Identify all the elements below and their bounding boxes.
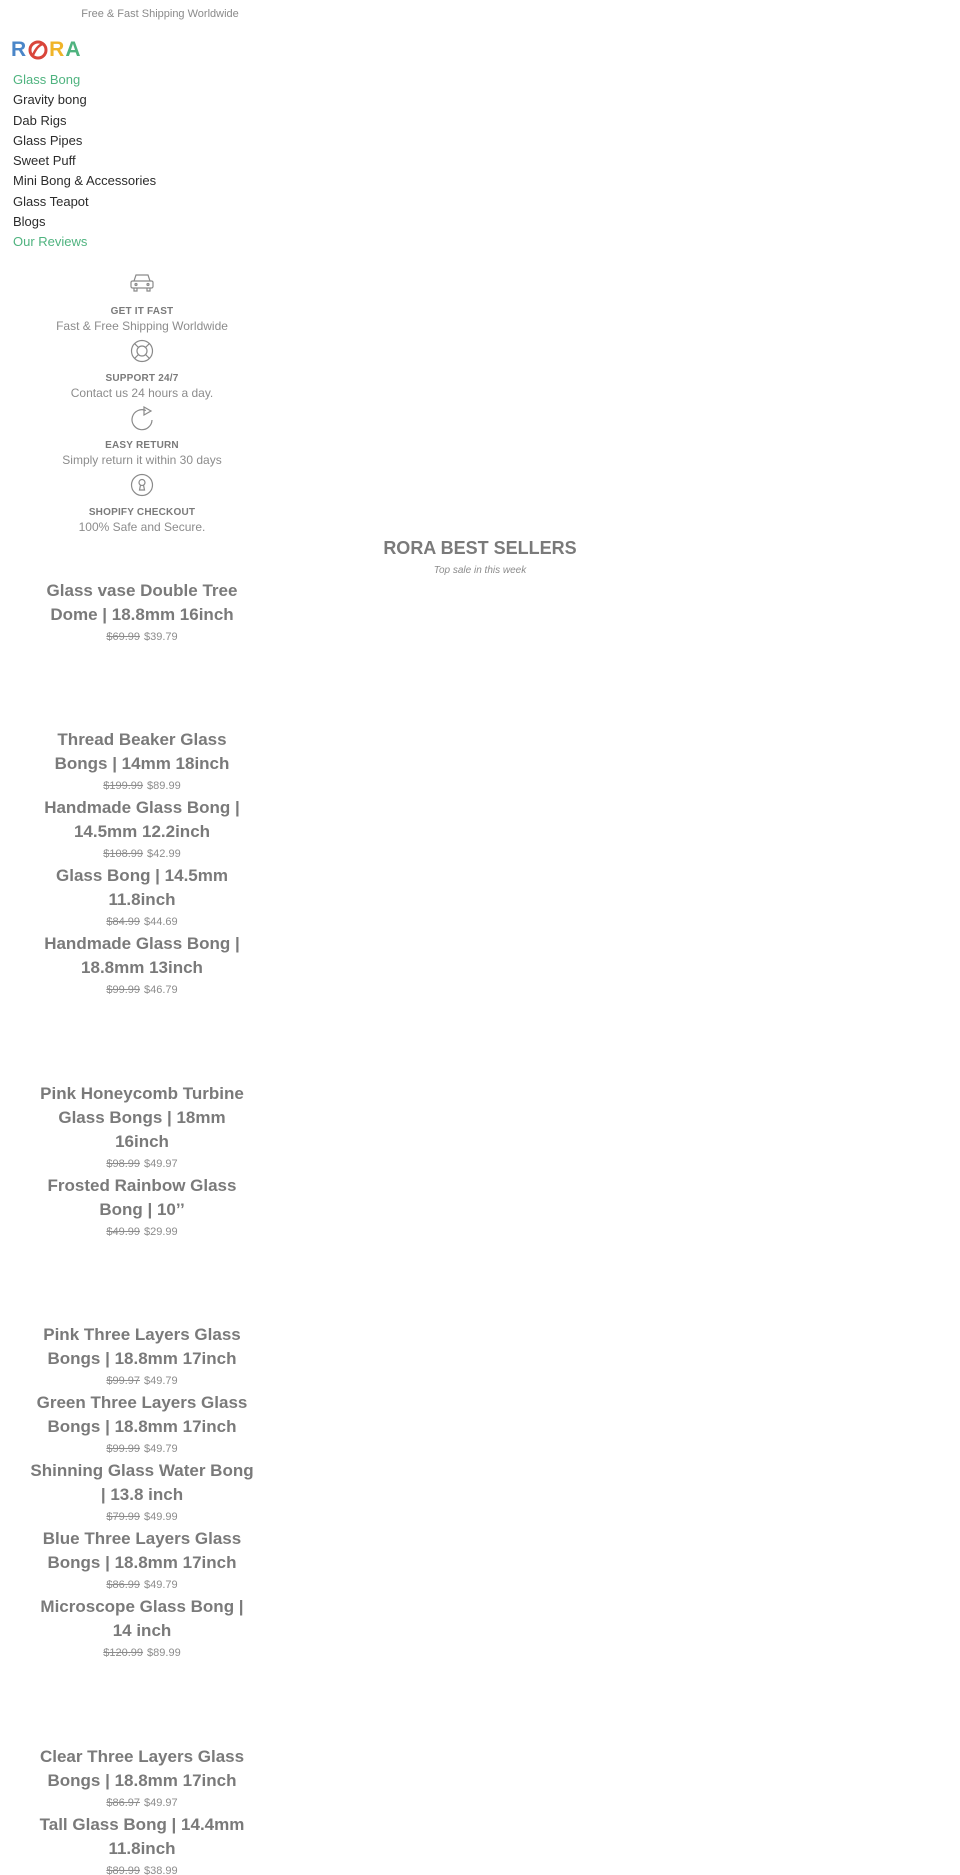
feature-desc: 100% Safe and Secure. <box>78 520 206 534</box>
old-price: $49.99 <box>106 1226 140 1238</box>
product-card <box>30 1527 254 1593</box>
logo-letter-r2: R <box>49 38 66 61</box>
product-card <box>30 932 254 998</box>
nav-item-sweet-puff[interactable]: Sweet Puff <box>13 153 76 169</box>
best-sellers-header <box>320 538 640 576</box>
product-name[interactable]: Pink Three Layers Glass Bongs | 18.8mm 17inch <box>43 1325 241 1368</box>
old-price: $84.99 <box>106 916 140 928</box>
sale-price: $29.99 <box>144 1226 178 1238</box>
product-card <box>30 1745 254 1811</box>
product-card <box>30 1813 254 1875</box>
product-card <box>30 1323 254 1389</box>
nav-item-glass-teapot[interactable]: Glass Teapot <box>13 193 89 209</box>
sale-price: $89.99 <box>147 780 181 792</box>
product-card <box>30 728 254 794</box>
sale-price: $49.99 <box>144 1511 178 1523</box>
sale-price: $39.79 <box>144 631 178 643</box>
feature-desc: Contact us 24 hours a day. <box>70 386 214 400</box>
feature-easy-return <box>0 406 284 473</box>
product-name[interactable]: Glass Bong | 14.5mm 11.8inch <box>56 866 228 909</box>
old-price: $99.99 <box>106 1443 140 1455</box>
sale-price: $49.97 <box>144 1158 178 1170</box>
section-title: RORA BEST SELLERS <box>383 538 577 558</box>
sale-price: $49.79 <box>144 1579 178 1591</box>
feature-desc: Simply return it within 30 days <box>62 453 222 467</box>
main-nav <box>13 70 156 253</box>
product-name[interactable]: Handmade Glass Bong | 14.5mm 12.2inch <box>44 798 240 841</box>
old-price: $99.99 <box>106 984 140 996</box>
product-name[interactable]: Tall Glass Bong | 14.4mm 11.8inch <box>39 1815 245 1858</box>
logo-leaf-icon <box>28 40 48 60</box>
lock-icon <box>128 473 156 501</box>
product-card <box>30 1082 254 1172</box>
old-price: $89.99 <box>106 1865 140 1875</box>
sale-price: $46.79 <box>144 984 178 996</box>
sale-price: $49.79 <box>144 1375 178 1387</box>
product-name[interactable]: Frosted Rainbow Glass Bong | 10’’ <box>47 1176 237 1219</box>
product-name[interactable]: Blue Three Layers Glass Bongs | 18.8mm 17inch <box>42 1529 242 1572</box>
product-name[interactable]: Clear Three Layers Glass Bongs | 18.8mm 17inch <box>39 1747 245 1790</box>
sale-price: $42.99 <box>147 848 181 860</box>
product-card <box>30 1595 254 1661</box>
sale-price: $49.97 <box>144 1797 178 1809</box>
product-name[interactable]: Shinning Glass Water Bong | 13.8 inch <box>30 1461 254 1504</box>
announcement-bar: Free & Fast Shipping Worldwide <box>81 8 239 20</box>
product-name[interactable]: Thread Beaker Glass Bongs | 14mm 18inch <box>54 730 230 773</box>
features-list <box>0 272 284 540</box>
old-price: $69.99 <box>106 631 140 643</box>
product-name[interactable]: Pink Honeycomb Turbine Glass Bongs | 18mm 16inch <box>40 1084 244 1151</box>
product-card <box>30 1459 254 1525</box>
product-name[interactable]: Green Three Layers Glass Bongs | 18.8mm 17inch <box>36 1393 248 1436</box>
old-price: $108.99 <box>103 848 144 860</box>
logo-letter-r: R <box>11 38 28 61</box>
nav-item-glass-pipes[interactable]: Glass Pipes <box>13 132 83 148</box>
old-price: $120.99 <box>103 1647 144 1659</box>
feature-title: SHOPIFY CHECKOUT <box>88 507 196 518</box>
product-card <box>30 1174 254 1240</box>
product-name[interactable]: Handmade Glass Bong | 18.8mm 13inch <box>44 934 240 977</box>
feature-shopify-checkout <box>0 473 284 540</box>
feature-title: GET IT FAST <box>110 306 174 317</box>
lifebuoy-icon <box>128 339 156 367</box>
old-price: $86.99 <box>106 1579 140 1591</box>
logo-letter-a: A <box>65 38 82 61</box>
old-price: $99.97 <box>106 1375 140 1387</box>
car-icon <box>128 272 156 300</box>
product-name[interactable]: Microscope Glass Bong | 14 inch <box>40 1597 244 1640</box>
feature-title: EASY RETURN <box>105 440 179 451</box>
sale-price: $49.79 <box>144 1443 178 1455</box>
section-subtitle: Top sale in this week <box>433 565 527 576</box>
product-card <box>30 1391 254 1457</box>
nav-item-our-reviews[interactable]: Our Reviews <box>13 234 88 250</box>
sale-price: $89.99 <box>147 1647 181 1659</box>
product-card <box>30 864 254 930</box>
sale-price: $44.69 <box>144 916 178 928</box>
old-price: $86.97 <box>106 1797 140 1809</box>
product-name[interactable]: Glass vase Double Tree Dome | 18.8mm 16inch <box>46 581 238 624</box>
nav-item-glass-bong[interactable]: Glass Bong <box>13 72 81 87</box>
product-card <box>30 579 254 645</box>
return-icon <box>128 406 156 434</box>
feature-support <box>0 339 284 406</box>
nav-item-mini-bong-accessories[interactable]: Mini Bong & Accessories <box>13 173 157 189</box>
nav-item-blogs[interactable]: Blogs <box>13 214 46 230</box>
sale-price: $38.99 <box>144 1865 178 1875</box>
product-card <box>30 796 254 862</box>
old-price: $79.99 <box>106 1511 140 1523</box>
old-price: $98.99 <box>106 1158 140 1170</box>
nav-item-gravity-bong[interactable]: Gravity bong <box>13 92 87 108</box>
rora-logo[interactable] <box>11 39 82 61</box>
old-price: $199.99 <box>103 780 144 792</box>
feature-title: SUPPORT 24/7 <box>105 373 179 384</box>
feature-get-it-fast <box>0 272 284 339</box>
feature-desc: Fast & Free Shipping Worldwide <box>56 319 228 333</box>
nav-item-dab-rigs[interactable]: Dab Rigs <box>13 112 67 128</box>
